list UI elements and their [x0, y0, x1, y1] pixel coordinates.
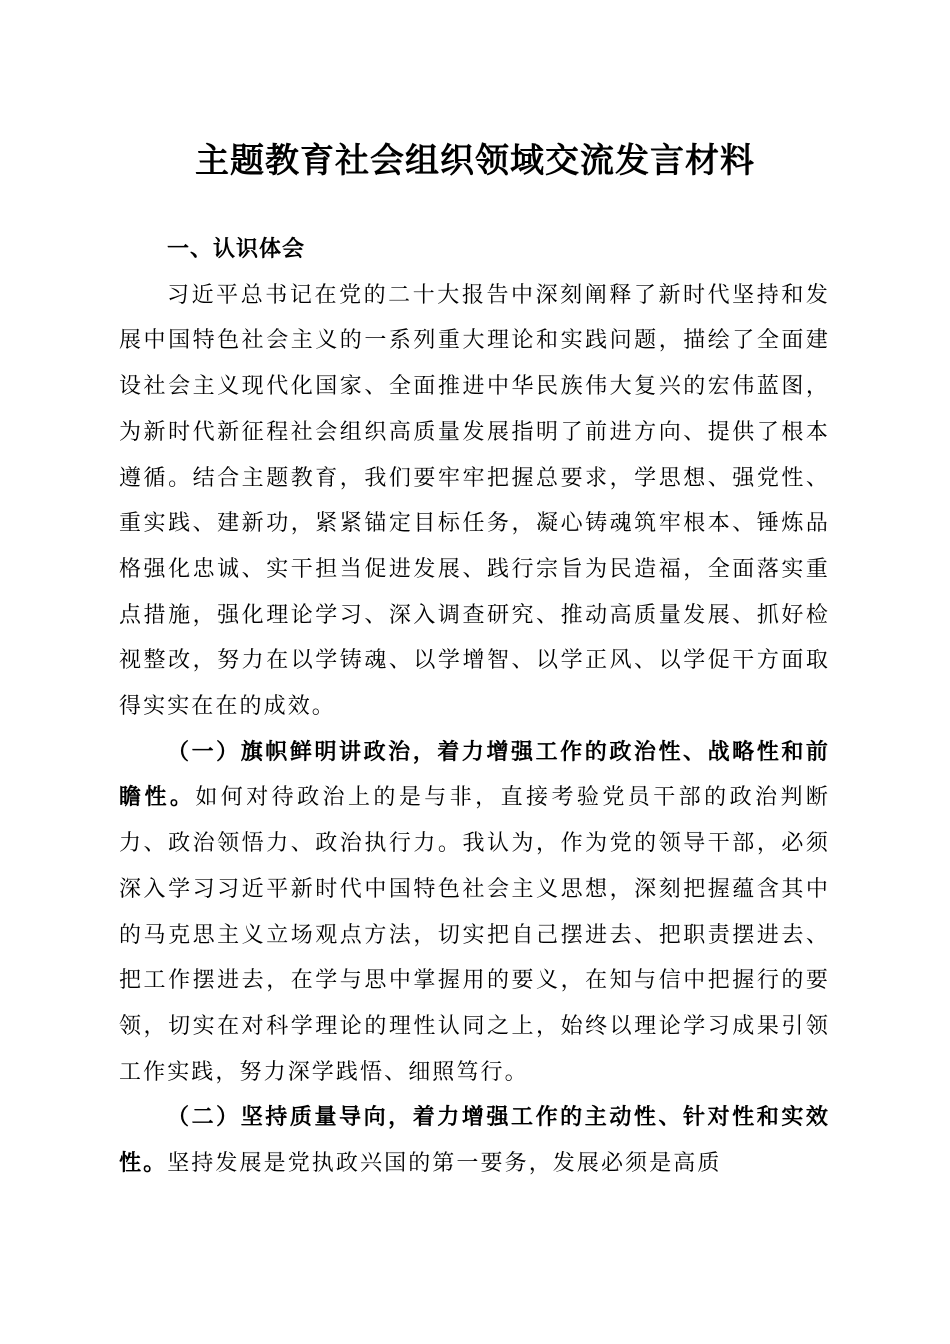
point-1-text: 如何对待政治上的是与非，直接考验党员干部的政治判断力、政治领悟力、政治执行力。我认为，作为党的领导干部，必须深入学习习近平新时代中国特色社会主义思想，深刻把握蕴含其中的马克思主义立场观点方法，切实把自己摆进去、把职责摆进去、把工作摆进去，在学与思中掌握用的要义，在知与信中把握行的要领，切实在对科学理论的理性认同之上，始终以理论学习成果引领工作实践，努力深学践悟、细照笃行。 [119, 785, 830, 1085]
point-1-heading: （一）旗帜鲜明讲政治，着力增强工作的政治性、战略性和前瞻性。 [119, 739, 830, 811]
point-1-paragraph [119, 730, 830, 1096]
point-2-text: 坚持发展是党执政兴国的第一要务，发展必须是高质 [167, 1151, 722, 1177]
point-2-paragraph [119, 1095, 830, 1186]
document-body [119, 227, 830, 1187]
section-heading-1: 一、认识体会 [167, 237, 306, 262]
intro-paragraph: 习近平总书记在党的二十大报告中深刻阐释了新时代坚持和发展中国特色社会主义的一系列重大理论和实践问题，描绘了全面建设社会主义现代化国家、全面推进中华民族伟大复兴的宏伟蓝图，为新时代新征程社会组织高质量发展指明了前进方向、提供了根本遵循。结合主题教育，我们要牢牢把握总要求，学思想、强党性、重实践、建新功，紧紧锚定目标任务，凝心铸魂筑牢根本、锤炼品格强化忠诚、实干担当促进发展、践行宗旨为民造福，全面落实重点措施，强化理论学习、深入调查研究、推动高质量发展、抓好检视整改，努力在以学铸魂、以学增智、以学正风、以学促干方面取得实实在在的成效。 [119, 282, 830, 720]
document-title: 主题教育社会组织领域交流发言材料 [195, 141, 755, 181]
point-2-heading: （二）坚持质量导向，着力增强工作的主动性、针对性和实效性。 [119, 1105, 830, 1177]
